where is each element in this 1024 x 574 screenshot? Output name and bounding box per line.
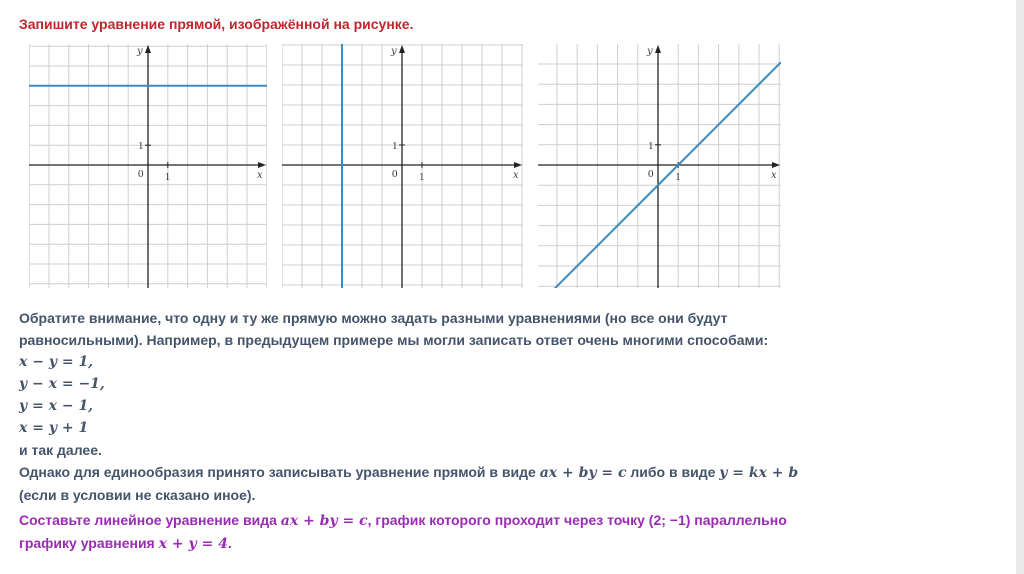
page-title: Запишите уравнение прямой, изображённой на рисунке. (19, 16, 414, 32)
origin-label: 0 (392, 168, 398, 180)
task-line-2 (19, 532, 959, 555)
paragraph-line-1: Обратите внимание, что одну и ту же прямую можно задать разными уравнениями (но все они будут (19, 310, 728, 326)
equation-3: y = x − 1, (19, 398, 94, 414)
task-equation-form: ax + by = c (280, 513, 368, 529)
and-so-on: и так далее. (19, 442, 102, 458)
y-tick-label: 1 (648, 139, 654, 152)
unless-stated-note: (если в условии не сказано иное). (19, 487, 256, 503)
uniform-form-line (19, 461, 959, 484)
y-axis-label: y (391, 46, 397, 57)
y-axis-arrow (655, 45, 661, 53)
x-tick-label: 1 (675, 171, 681, 183)
equation-2: y − x = −1, (19, 376, 105, 392)
uniform-form-prefix: Однако для единообразия принято записывать уравнение прямой в виде (19, 464, 540, 480)
paragraph-line-2: равносильными). Например, в предыдущем примере мы могли записать ответ очень многими способами: (19, 332, 769, 348)
y-axis-label: y (137, 46, 143, 57)
x-axis-label: x (513, 170, 519, 181)
y-tick-label: 1 (392, 140, 398, 152)
general-form-equation: ax + by = c (539, 465, 627, 481)
x-axis-label: x (771, 170, 777, 181)
graph-horizontal-line (29, 44, 267, 288)
explanation-text (19, 307, 959, 555)
graph-1-canvas (282, 44, 523, 288)
graph-slanted-line (538, 44, 781, 288)
task-line2-suffix: . (227, 535, 232, 551)
task-suffix: , график которого проходит через точку (2; −1) параллельно (367, 512, 787, 528)
task-prefix: Составьте линейное уравнение вида (19, 512, 281, 528)
grid (538, 44, 781, 288)
x-tick-label: 1 (164, 171, 171, 183)
x-axis-label: x (257, 170, 263, 181)
x-axis-arrow (258, 162, 266, 168)
x-axis-arrow (514, 162, 522, 168)
right-edge-bar (1016, 0, 1024, 574)
task-reference-equation: x + y = 4 (158, 536, 228, 552)
task-line-1 (19, 509, 959, 532)
plotted-line (538, 62, 781, 288)
graph-vertical-line (282, 44, 523, 288)
y-axis-arrow (399, 45, 405, 53)
equation-1: x − y = 1, (19, 354, 94, 370)
y-axis-label: y (647, 46, 653, 57)
y-tick-label: 1 (138, 140, 144, 153)
graph-0-canvas (29, 44, 267, 288)
uniform-form-middle: либо в виде (626, 464, 720, 480)
x-tick-label: 1 (419, 171, 425, 183)
task-line2-prefix: графику уравнения (19, 535, 159, 551)
slope-form-equation: y = kx + b (719, 465, 799, 481)
origin-label: 0 (138, 168, 144, 180)
origin-label: 0 (648, 168, 654, 180)
equation-4: x = y + 1 (19, 420, 89, 436)
graph-2-canvas (538, 44, 781, 288)
